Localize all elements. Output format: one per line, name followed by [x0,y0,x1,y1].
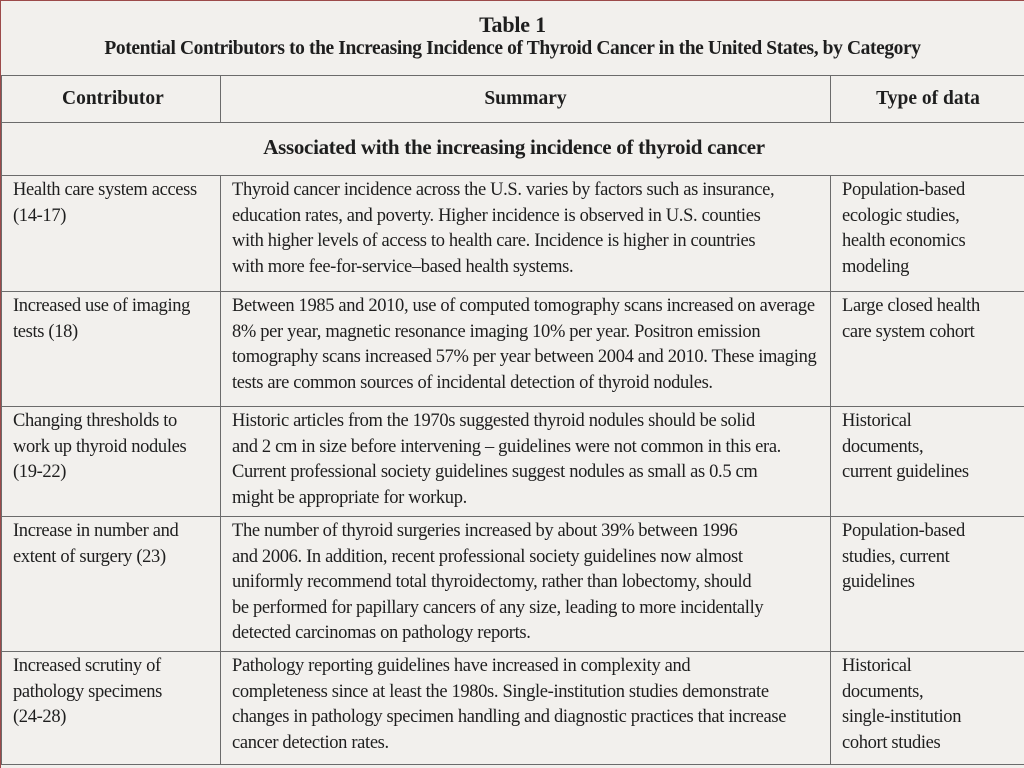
cell-line: be performed for papillary cancers of any size, leading to more incidentally [232,597,764,618]
summary-cell [221,176,831,292]
cell-line: single-institution [842,707,962,727]
cell-line: Historic articles from the 1970s suggested thyroid nodules should be solid [232,411,755,431]
cell-line: care system cohort [842,321,975,342]
contributor-cell [2,292,221,407]
cell-line: tomography scans increased 57% per year between 2004 and 2010. These imaging [232,347,817,367]
cell-line: (24-28) [13,707,67,727]
contributor-cell [2,176,221,292]
cell-line: Health care system access [13,180,197,200]
contributor-cell [2,652,221,765]
summary-cell [221,292,831,407]
cell-line: changes in pathology specimen handling and diagnostic practices that increase [232,707,787,727]
cell-line: detected carcinomas on pathology reports. [232,623,531,643]
cell-line: cancer detection rates. [232,732,389,753]
cell-line: Pathology reporting guidelines have increased in complexity and [232,656,691,676]
data-type-cell [831,652,1024,765]
cell-line: completeness since at least the 1980s. Single-institution studies demonstrate [232,681,769,702]
cell-line: modeling [842,256,910,277]
cell-line: pathology specimens [13,681,163,702]
cell-line: Between 1985 and 2010, use of computed tomography scans increased on average [232,296,815,316]
cell-line: Large closed health [842,296,980,316]
cell-line: education rates, and poverty. Higher incidence is observed in U.S. counties [232,205,761,226]
summary-cell [221,407,831,517]
table-label: Table 1 [479,12,546,37]
cell-line: 8% per year, magnetic resonance imaging 10% per year. Positron emission [232,321,761,342]
cell-line: work up thyroid nodules [13,436,187,457]
table-row [2,176,1024,292]
cell-line: (19-22) [13,462,67,482]
header-summary: Summary [221,76,831,123]
cell-line: Increase in number and [13,521,179,541]
cell-line: Population-based [842,180,965,200]
cell-line: (14-17) [13,205,67,226]
contributors-table [1,75,1024,765]
cell-line: Increased scrutiny of [13,656,161,676]
cell-line: Thyroid cancer incidence across the U.S. varies by factors such as insurance, [232,180,775,200]
data-type-cell [831,176,1024,292]
cell-line: and 2006. In addition, recent professional society guidelines now almost [232,546,743,567]
cell-line: documents, [842,681,924,702]
cell-line: current guidelines [842,462,969,482]
section-heading: Associated with the increasing incidence of thyroid cancer [2,123,1024,176]
cell-line: Current professional society guidelines suggest nodules as small as 0.5 cm [232,462,758,482]
cell-line: ecologic studies, [842,205,960,226]
cell-line: Changing thresholds to [13,411,177,431]
cell-line: with more fee-for-service–based health systems. [232,256,574,277]
cell-line: with higher levels of access to health care. Incidence is higher in countries [232,231,756,251]
summary-cell [221,517,831,652]
cell-line: documents, [842,436,924,457]
cell-line: Historical [842,411,912,431]
table-title-block [1,1,1024,63]
cell-line: might be appropriate for workup. [232,487,467,508]
cell-line: health economics [842,231,966,251]
table-row [2,292,1024,407]
table-row [2,517,1024,652]
table-row [2,407,1024,517]
header-row [2,76,1024,123]
cell-line: tests (18) [13,321,78,342]
header-contributor: Contributor [2,76,221,123]
cell-line: guidelines [842,572,915,592]
cell-line: studies, current [842,546,950,567]
table-caption: Potential Contributors to the Increasing Incidence of Thyroid Cancer in the United States, by Category [104,38,921,59]
contributor-cell [2,407,221,517]
cell-line: tests are common sources of incidental detection of thyroid nodules. [232,372,713,393]
summary-cell [221,652,831,765]
cell-line: and 2 cm in size before intervening – guidelines were not common in this era. [232,436,781,457]
cell-line: Historical [842,656,912,676]
cell-line: cohort studies [842,732,941,753]
cell-line: Population-based [842,521,965,541]
cell-line: extent of surgery (23) [13,546,166,567]
data-type-cell [831,292,1024,407]
table-row [2,652,1024,765]
header-type-of-data: Type of data [831,76,1024,123]
section-row [2,123,1024,176]
data-type-cell [831,517,1024,652]
cell-line: uniformly recommend total thyroidectomy, rather than lobectomy, should [232,572,752,592]
data-type-cell [831,407,1024,517]
cell-line: The number of thyroid surgeries increased by about 39% between 1996 [232,521,738,541]
cell-line: Increased use of imaging [13,296,191,316]
contributor-cell [2,517,221,652]
